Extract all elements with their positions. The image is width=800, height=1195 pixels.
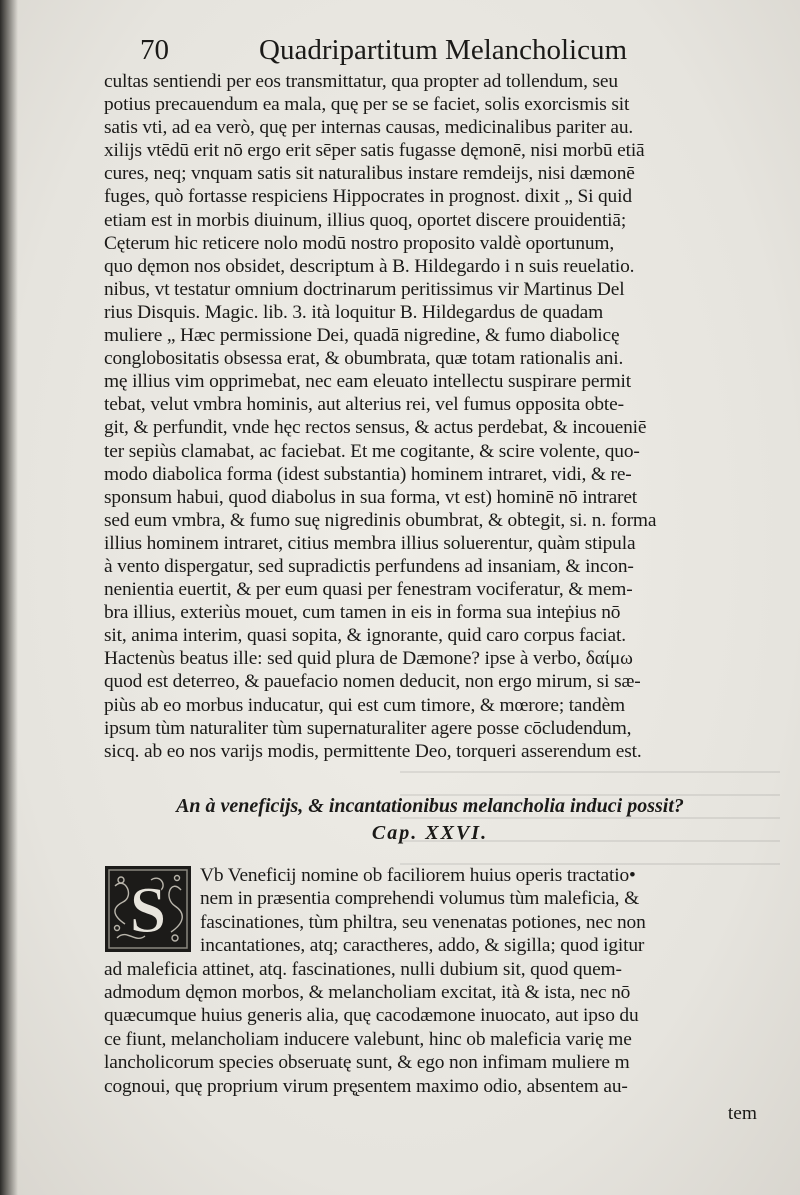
text-line: rius Disquis. Magic. lib. 3. ità loquitur B. Hildegardus de quadam bbox=[104, 301, 604, 323]
text-line: illius hominem intraret, citius membra illius soluerentur, quàm stipula bbox=[104, 532, 636, 554]
running-head: Quadripartitum Melancholicum bbox=[259, 34, 628, 66]
text-line: nibus, vt testatur omnium doctrinarum peritissimus vir Martinus Del bbox=[104, 278, 625, 300]
text-line: à vento dispergatur, sed supradictis perfundens ad insaniam, & incon- bbox=[104, 555, 634, 577]
text-line: nenientia euertit, & per eum quasi per fenestram vociferatur, & mem- bbox=[104, 579, 633, 601]
text-line: lancholicorum species obseruatę sunt, & ego non infimam muliere m bbox=[104, 1052, 630, 1074]
text-line: quod est deterreo, & pauefacio nomen deducit, non ergo mirum, si sæ- bbox=[104, 671, 641, 693]
text-line: piùs ab eo morbus inducatur, qui est cum timore, & mœrore; tandèm bbox=[104, 694, 625, 716]
text-line: modo diabolica forma (idest substantia) hominem intraret, vidi, & re- bbox=[104, 463, 632, 485]
text-line: satis vti, ad ea verò, quę per internas causas, medicinalibus pariter au. bbox=[104, 117, 634, 139]
text-line: ad maleficia attinet, atq. fascinationes, nulli dubium sit, quod quem- bbox=[104, 958, 622, 980]
page-header bbox=[140, 30, 740, 70]
text-line: Vb Veneficij nomine ob faciliorem huius operis tractatio• bbox=[200, 865, 636, 886]
text-line: ipsum tùm naturaliter tùm supernaturaliter agere posse cōcludendum, bbox=[104, 717, 632, 739]
text-line: muliere „ Hæc permissione Dei, quadā nigredine, & fumo diabolicę bbox=[104, 325, 620, 347]
page-edge-shadow bbox=[0, 0, 18, 1195]
text-line: incantationes, atq; caractheres, addo, & sigilla; quod igitur bbox=[200, 935, 645, 957]
text-line: mę illius vim opprimebat, nec eam eleuato intellectu suspirare permit bbox=[104, 371, 632, 393]
text-line: admodum dęmon morbos, & melancholiam excitat, ità & ista, nec nō bbox=[104, 981, 631, 1003]
text-line: xilijs vtēdū erit nō ergo erit sēper satis fugasse dęmonē, nisi morbū etiā bbox=[104, 140, 645, 162]
text-line: sponsum habui, quod diabolus in sua forma, vt est) hominē nō intraret bbox=[104, 486, 638, 508]
chapter-number: Cap. XXVI. bbox=[371, 822, 489, 844]
text-line: cultas sentiendi per eos transmittatur, qua propter ad tollendum, seu bbox=[104, 71, 618, 92]
text-line: fascinationes, tùm philtra, seu venenatas potiones, nec non bbox=[200, 911, 646, 933]
text-line: Hactenùs beatus ille: sed quid plura de Dæmone? ipse à verbo, δαίμω bbox=[104, 648, 633, 670]
text-line: sit, anima interim, quasi sopita, & ignorante, quid caro corpus faciat. bbox=[104, 625, 626, 647]
text-line: Cęterum hic reticere nolo modū nostro proposito valdè oportunum, bbox=[104, 232, 615, 254]
page-number: 70 bbox=[140, 34, 169, 66]
text-line: potius precauendum ea mala, quę per se se faciet, solis exorcismis sit bbox=[104, 94, 630, 116]
text-line: tebat, velut vmbra hominis, aut alterius rei, vel fumus opposita obte- bbox=[104, 394, 624, 416]
text-line: sicq. ab eo nos varijs modis, permittente Deo, torqueri asserendum est. bbox=[104, 740, 642, 762]
text-line: conglobositatis obsessa erat, & obumbrata, quæ totam rationalis ani. bbox=[104, 348, 624, 370]
catchword: tem bbox=[727, 1103, 757, 1124]
text-line: git, & perfundit, vnde hęc rectos sensus, & actus perdebat, & incoueniē bbox=[104, 417, 647, 439]
text-line: fuges, quò fortasse respiciens Hippocrates in prognost. dixit „ Si quid bbox=[104, 186, 632, 208]
text-line: bra illius, exteriùs mouet, cum tamen in eis in forma sua inteṗius nō bbox=[104, 602, 621, 624]
text-line: etiam est in morbis diuinum, illius quoq, oportet discere prouidentiā; bbox=[104, 209, 627, 231]
chapter-title: An à veneficijs, & incantationibus melancholia induci possit? bbox=[176, 795, 684, 817]
text-line: ce fiunt, melancholiam inducere valebunt, hinc ob maleficia varię me bbox=[104, 1028, 632, 1050]
text-line: cures, neq; vnquam satis sit naturalibus instare remdeijs, nisi dæmonē bbox=[104, 163, 635, 185]
text-line: nem in præsentia comprehendi volumus tùm maleficia, & bbox=[200, 888, 640, 910]
initial-letter: S bbox=[129, 874, 167, 947]
text-line: quæcumque huius generis alia, quę cacodæmone inuocato, aut ipso du bbox=[104, 1005, 639, 1027]
main-text-block bbox=[104, 70, 764, 763]
text-line: quo dęmon nos obsidet, descriptum à B. Hildegardo i n suis reuelatio. bbox=[104, 255, 635, 277]
text-line: cognoui, quę proprium virum prę̨sentem maximo odio, absentem au- bbox=[104, 1075, 628, 1097]
text-line: sed eum vmbra, & fumo suę nigredinis obumbrat, & obtegit, si. n. forma bbox=[104, 509, 657, 531]
chapter-text-block bbox=[104, 864, 764, 1098]
text-line: ter sepiùs clamabat, ac faciebat. Et me cogitante, & scire volente, quo- bbox=[104, 440, 640, 462]
